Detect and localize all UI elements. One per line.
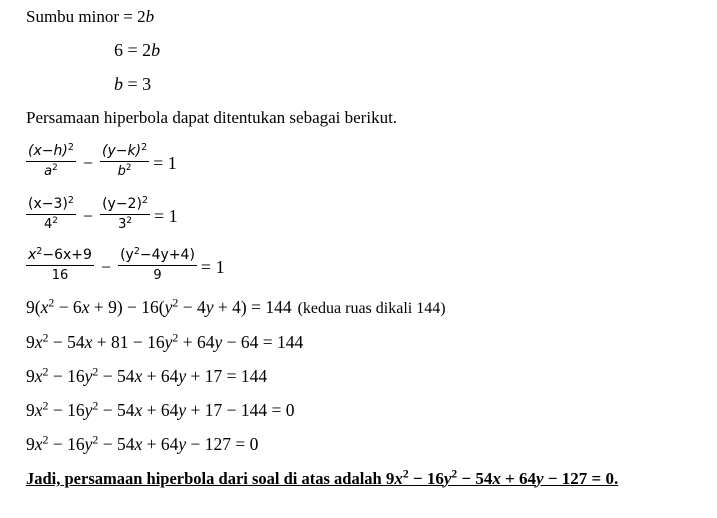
- equals-one: = 1: [154, 205, 178, 226]
- minus-sign: −: [100, 256, 112, 277]
- hyperbola-expanded-formula: [26, 243, 225, 287]
- numerator: −4y+4): [139, 246, 195, 263]
- equation-step-5: $9x^2 - 16y^2 - 54x + 64y - 127 = 0$: [26, 432, 259, 454]
- fraction-y: $\frac{(y^2-4y+4)}{9}$: [120, 245, 195, 283]
- minus-sign: −: [82, 205, 94, 226]
- fraction-y: $\frac{(y-k)^2}{b^2}$: [102, 141, 148, 179]
- conclusion: [26, 469, 618, 489]
- fraction-x: $\frac{x^2-6x+9}{16}$: [28, 245, 92, 283]
- denominator: b: [117, 163, 126, 179]
- denominator: a: [44, 163, 53, 179]
- numerator: (y−k): [102, 142, 142, 159]
- equals-one: = 1: [200, 256, 225, 277]
- equation-6-eq-2b: [114, 40, 160, 60]
- numerator: −6x+9: [42, 246, 92, 263]
- denominator: 3: [118, 216, 127, 232]
- denominator: 9: [153, 267, 162, 283]
- equation-step-2: $9x^2 - 54x + 81 - 16y^2 + 64y - 64 = 144$: [26, 330, 304, 352]
- equation-step-4: $9x^2 - 16y^2 - 54x + 64y + 17 - 144 = 0$: [26, 398, 295, 420]
- equals-one: = 1: [153, 152, 177, 173]
- conclusion-text: Jadi, persamaan hiperbola dari soal di atas adalah: [26, 469, 386, 488]
- step-note: (kedua ruas dikali 144): [297, 300, 446, 317]
- equation-text: 6 = 2: [114, 40, 152, 60]
- equation-step-1: $9(x^2 - 6x + 9) - 16(y^2 - 4y + 4) = 144$ (kedua ruas dikali 144): [26, 295, 446, 317]
- numerator: (x−h): [28, 142, 68, 159]
- var-b: b: [114, 74, 123, 94]
- denominator: 4: [44, 216, 53, 232]
- fraction-x: $\frac{(x-3)^2}{4^2}$: [28, 194, 74, 232]
- conclusion-equation: $9x^2 - 16y^2 - 54x + 64y - 127 = 0$.: [385, 467, 619, 488]
- minor-axis-text: Sumbu minor = 2: [26, 7, 146, 26]
- minus-sign: −: [82, 152, 94, 173]
- minor-axis-line: [26, 7, 154, 27]
- numerator: (y−2): [102, 195, 142, 212]
- numerator: (x−3): [28, 195, 68, 212]
- equation-b-eq-3: [114, 74, 151, 94]
- fraction-y: $\frac{(y-2)^2}{3^2}$: [102, 194, 148, 232]
- var-b: b: [145, 7, 155, 26]
- denominator: 16: [51, 267, 69, 283]
- equation-step-3: $9x^2 - 16y^2 - 54x + 64y + 17 = 144$: [26, 364, 268, 386]
- var-b: b: [151, 40, 161, 60]
- hyperbola-substituted-formula: [26, 192, 178, 236]
- fraction-x: $\frac{(x-h)^2}{a^2}$: [28, 141, 74, 179]
- hyperbola-general-formula: [26, 139, 177, 183]
- equation-text: = 3: [123, 74, 152, 94]
- intro-sentence: Persamaan hiperbola dapat ditentukan sebagai berikut.: [26, 108, 398, 127]
